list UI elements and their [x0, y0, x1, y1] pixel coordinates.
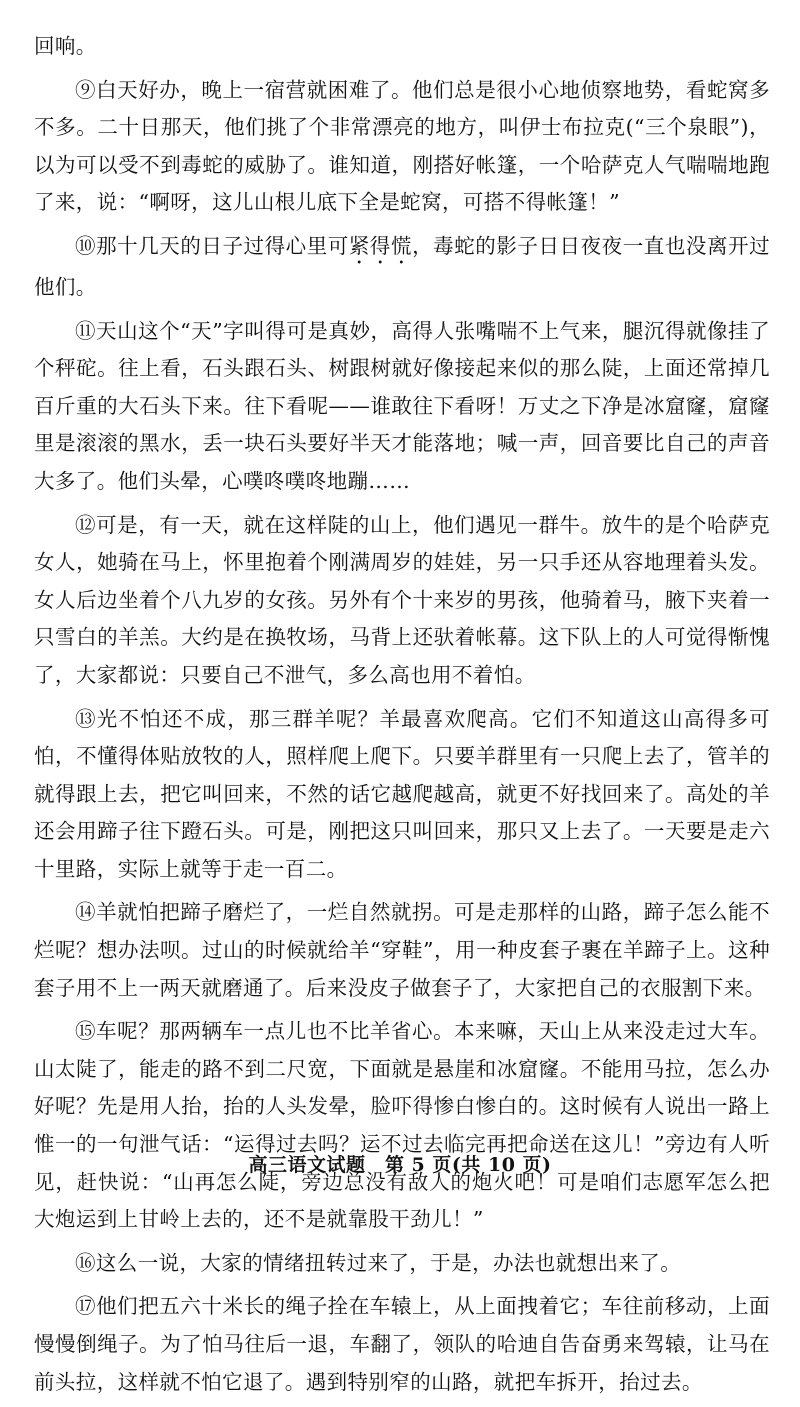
- paragraph-14: ⑭羊就怕把蹄子磨烂了，一烂自然就拐。可是走那样的山路，蹄子怎么能不烂呢？想办法呗。过山的时候就给羊“穿鞋”，用一种皮套子裹在羊蹄子上。这种套子用不上一两天就磨通了。后来没皮子做套子了，大家把自己的衣服割下来。: [34, 900, 770, 1000]
- paragraph-10-end: ，毒蛇的影子日日夜夜一直也没离开过他们。: [34, 233, 771, 299]
- paragraph-13: ⑬光不怕还不成，那三群羊呢？羊最喜欢爬高。它们不知道这山高得多可怕，不懂得体贴放牧的人，照样爬上爬下。只要羊群里有一只爬上去了，管羊的就得跟上去，把它叫回来，不然的话它越爬越高，就更不好找回来了。高处的羊还会用蹄子往下蹬石头。可是，刚把这只叫回来，那只又上去了。一天要是走六十里路，实际上就等于走一百二。: [34, 706, 770, 881]
- paragraph-10-start: ⑩那十几天的日子过得心里可: [75, 233, 349, 258]
- paragraph-15: ⑮车呢？那两辆车一点儿也不比羊省心。本来嘛，天山上从来没走过大车。山太陡了，能走的路不到二尺宽，下面就是悬崖和冰窟窿。不能用马拉，怎么办好呢？先是用人抬，抬的人头发晕，脸吓得惨白惨白的。这时候有人说出一路上惟一的一句泄气话：“运得过去吗？运不过去临完再把命送在这儿！”旁边有人听见，赶快说：“山再怎么陡，旁边总没有敌人的炮火吧！可是咱们志愿军怎么把大炮运到上甘岭上去的，还不是就靠股干劲儿！”: [34, 1019, 770, 1232]
- paragraph-17: ⑰他们把五六十米长的绳子拴在车辕上，从上面拽着它；车往前移动，上面慢慢倒绳子。为了怕马往后一退，车翻了，领队的哈迪自告奋勇来驾辕，让马在前头拉，这样就不怕它退了。遇到特别窄的山路，就把车拆开，抬过去。: [34, 1294, 770, 1394]
- paragraph-continuation: 回响。: [34, 34, 97, 58]
- emphasized-phrase: 紧得慌: [348, 233, 413, 258]
- paragraph-12: ⑫可是，有一天，就在这样陡的山上，他们遇见一群牛。放牛的是个哈萨克女人，她骑在马上，怀里抱着个刚满周岁的娃娃，另一只手还从容地理着头发。女人后边坐着个八九岁的女孩。另外有个十来岁的男孩，他骑着马，腋下夹着一只雪白的羊羔。大约是在换牧场，马背上还驮着帐幕。这下队上的人可觉得惭愧了，大家都说：只要自己不泄气，多么高也用不着怕。: [34, 512, 770, 687]
- paragraph-11: ⑪天山这个“天”字叫得可是真妙，高得人张嘴喘不上气来，腿沉得就像挂了个秤砣。往上看，石头跟石头、树跟树就好像接起来似的那么陡，上面还常掉几百斤重的大石头下来。往下看呢——谁敢往下看呀！万丈之下净是冰窟窿，窟窿里是滚滚的黑水，丢一块石头要好半天才能落地；喊一声，回音要比自己的声音大多了。他们头晕，心噗咚噗咚地蹦……: [34, 318, 770, 493]
- document-body: [34, 28, 770, 1407]
- paragraph-16: ⑯这么一说，大家的情绪扭转过来了，于是，办法也就想出来了。: [75, 1250, 682, 1275]
- page-footer: 高三语文试题 第 5 页(共 10 页): [248, 1154, 552, 1176]
- paragraph-9: ⑨白天好办，晚上一宿营就困难了。他们总是很小心地侦察地势，看蛇窝多不多。二十日那天，他们挑了个非常漂亮的地方，叫伊士布拉克(“三个泉眼”)，以为可以受不到毒蛇的威胁了。谁知道，刚搭好帐篷，一个哈萨克人气喘喘地跑了来，说：“啊呀，这儿山根儿底下全是蛇窝，可搭不得帐篷！”: [34, 77, 770, 215]
- paragraph-10: [34, 228, 770, 307]
